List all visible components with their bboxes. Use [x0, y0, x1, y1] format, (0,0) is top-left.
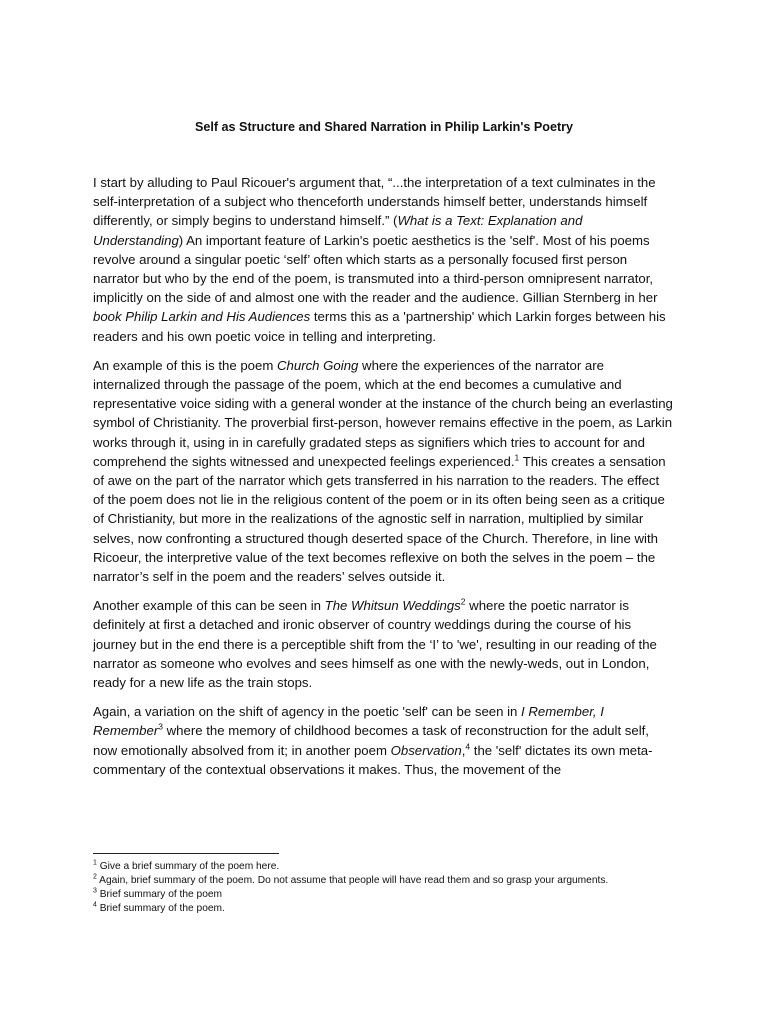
paragraph-3-text-c: where the poetic narrator is definitely at first a detached and ironic observer of country weddings during the course of his journey but in the end there is a perceptible shift from the ‘I’ to 'we', resulting in our reading of the narrator as someone who evolves and sees himself as one with the newly-weds, out in London, ready for a new life as the train stops.	[93, 598, 657, 691]
paragraph-1-italic-book: book Philip Larkin and His Audiences	[93, 309, 311, 325]
paragraph-4-italic-poem: I Remember, I Remember	[93, 704, 604, 739]
footnote-text: Brief summary of the poem	[96, 889, 223, 900]
paragraph-2-text-a: An example of this is the poem	[93, 357, 277, 373]
footnote-text: Again, brief summary of the poem. Do not assume that people will have read them and so grasp your arguments.	[96, 875, 609, 886]
footnote-text: Brief summary of the poem.	[96, 903, 225, 914]
paragraph-1-text-c: ) An important feature of Larkin's poetic aesthetics is the 'self'. Most of his poems revolve around a singular poetic ‘self’ often which starts as a personally focused first person narrator but who by the end of the poem, is transmuted into a third-person omnipresent narrator, implicitly on the side of and almost one with the reader and the audience. Gillian Sternberg in her	[93, 232, 658, 306]
footnote-ref-1[interactable]: 1	[514, 452, 520, 463]
footnotes	[93, 860, 673, 916]
footnote-1	[93, 860, 673, 874]
paragraph-2-text-c: where the experiences of the narrator are internalized through the passage of the poem, which at the end becomes a cumulative and representative voice siding with a general wonder at the instance of the church being an everlasting symbol of Christianity. The proverbial first-person, however remains effective in the poem, as Larkin works through it, using in in carefully gradated steps as signifiers which tries to account for and comprehend the sights witnessed and unexpected feelings experienced.	[93, 357, 673, 469]
paragraph-1-text-e: terms this as a 'partnership' which Larkin forges between his readers and his own poetic voice in telling and interpreting.	[93, 309, 666, 344]
footnote-number: 4	[93, 901, 97, 909]
footnote-ref-3[interactable]: 3	[158, 722, 163, 733]
paragraph-4-text-a: Again, a variation on the shift of agency in the poetic 'self' can be seen in	[93, 704, 522, 720]
paragraph-1-text-a: I start by alluding to Paul Ricouer's argument that, “...the interpretation of a text culminates in the self-interpretation of a subject who thenceforth understands himself better, understands himself differently, or simply begins to understand himself.” (	[93, 175, 656, 229]
footnote-ref-2[interactable]: 2	[460, 596, 466, 607]
paragraph-4-text-c: where the memory of childhood becomes a task of reconstruction for the adult self, now emotionally absolved from it; in another poem	[93, 723, 649, 758]
footnote-4	[93, 902, 673, 916]
footnote-3	[93, 888, 673, 902]
paragraph-4	[93, 702, 673, 779]
paragraph-4-text-e: ,	[461, 742, 466, 758]
paragraph-4-italic-poem-2: Observation	[390, 742, 462, 758]
paragraph-3-italic-poem: The Whitsun Weddings	[324, 598, 461, 614]
footnote-number: 1	[93, 859, 97, 867]
footnote-2	[93, 874, 673, 888]
footnote-text: Give a brief summary of the poem here.	[96, 861, 280, 872]
paragraph-2-italic-poem: Church Going	[277, 357, 359, 373]
paragraph-2	[93, 356, 673, 586]
footnote-separator	[93, 853, 279, 854]
paragraph-2-text-d: This creates a sensation of awe on the part of the narrator which gets transferred in his narration to the readers. The effect of the poem does not lie in the religious content of the poem or in its often being seen as a critique of Christianity, but more in the realizations of the agnostic self in narration, multiplied by similar selves, now confronting a structured though deserted space of the Church. Therefore, in line with Ricoeur, the interpretive value of the text becomes reflexive on both the selves in the poem – the narrator’s self in the poem and the readers’ selves outside it.	[93, 453, 666, 585]
footnote-ref-4[interactable]: 4	[465, 741, 471, 752]
document-title: Self as Structure and Shared Narration in Philip Larkin's Poetry	[194, 120, 574, 134]
paragraph-3	[93, 596, 673, 692]
document-body	[93, 173, 673, 789]
paragraph-1-italic-title: What is a Text: Explanation and Understanding	[93, 213, 583, 248]
footnote-number: 2	[93, 873, 97, 881]
paragraph-3-text-a: Another example of this can be seen in	[93, 598, 325, 614]
paragraph-1	[93, 173, 673, 346]
footnote-number: 3	[93, 887, 97, 895]
paragraph-4-text-f: the 'self' dictates its own meta-commentary of the contextual observations it makes. Thus, the movement of the	[93, 742, 653, 777]
